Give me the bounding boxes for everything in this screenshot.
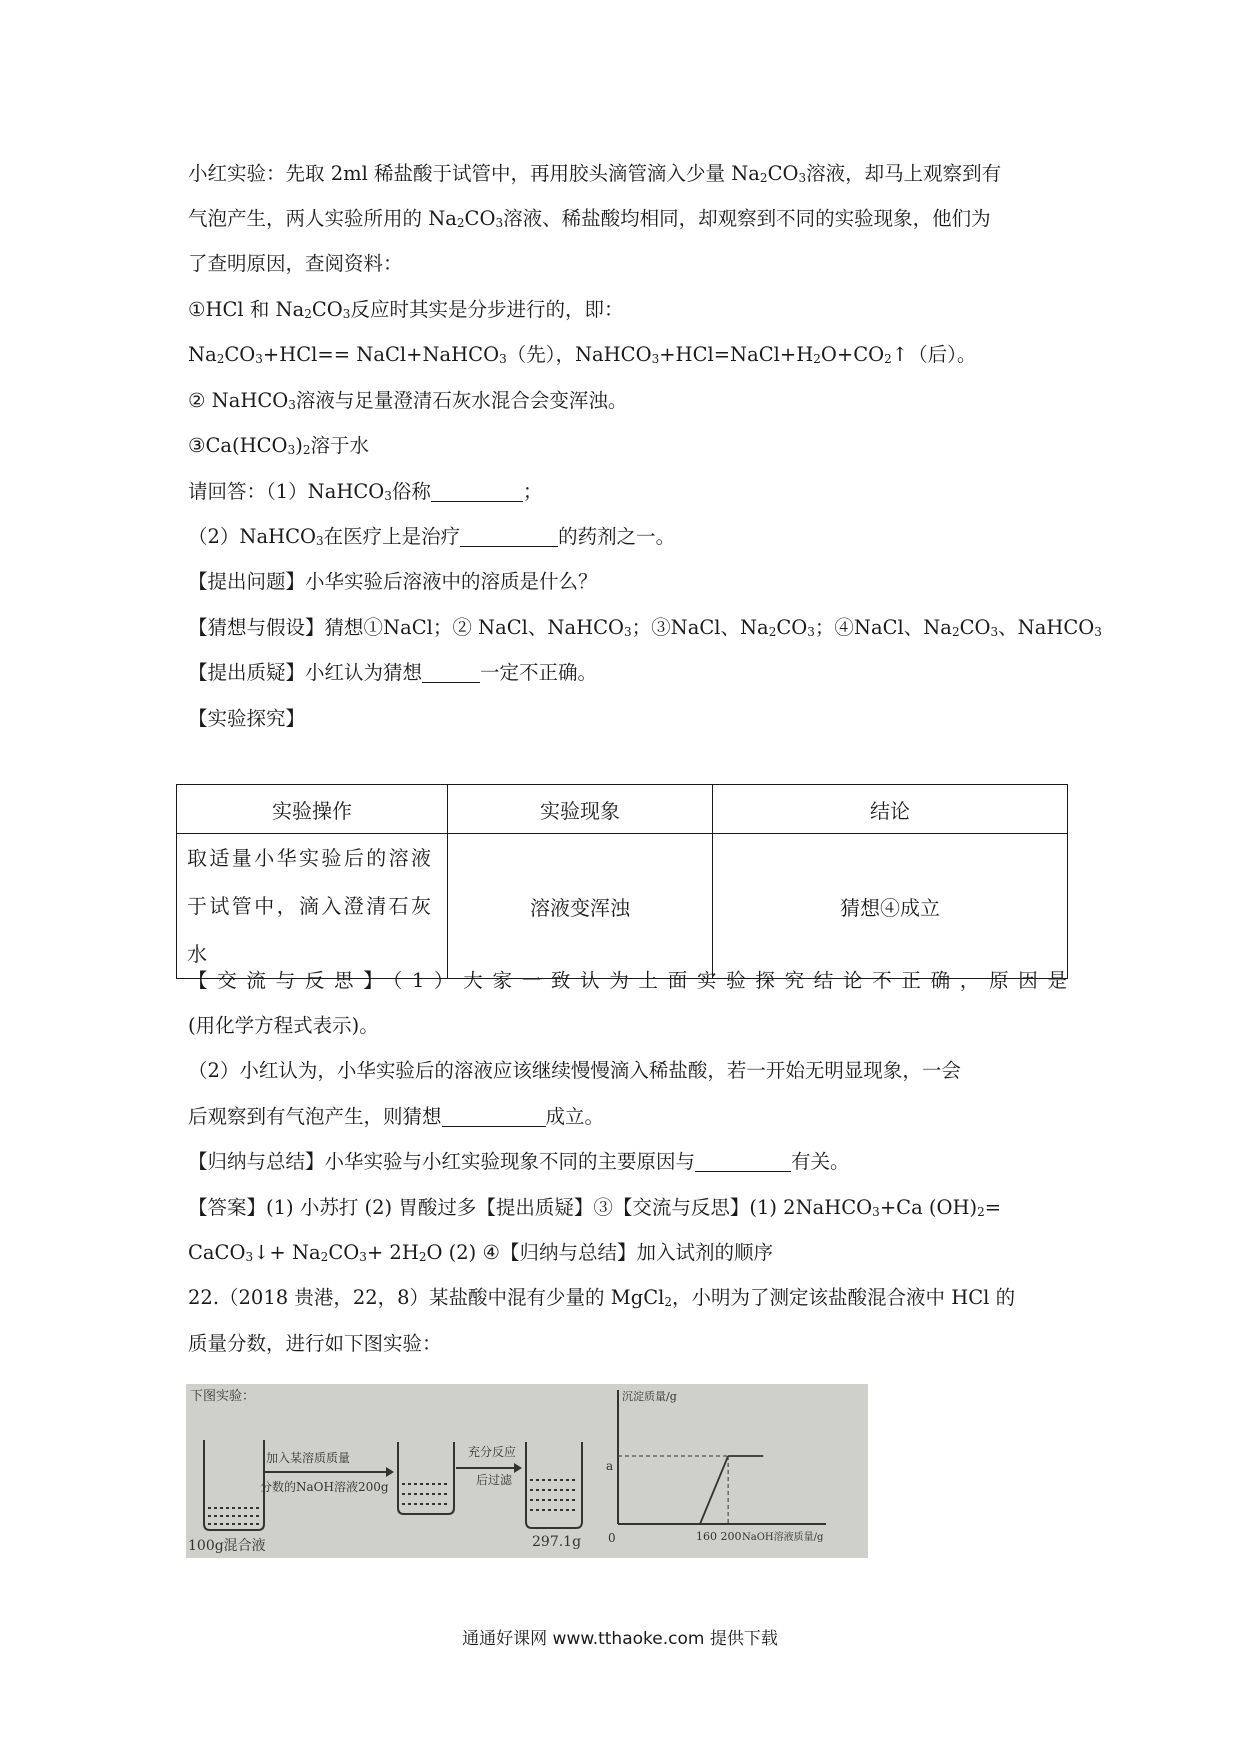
table-header-row (177, 785, 1068, 834)
answer-blank[interactable] (460, 524, 558, 547)
subscript: 3 (316, 533, 324, 548)
hypothesis-line: 【猜想与假设】猜想①NaCl；② NaCl、NaHCO$_3$；③NaCl、$Na_2CO_3$；④NaCl、$Na_2CO_3$、NaHCO$_3$ (188, 615, 1102, 639)
table-cell-conclusion: 猜想④成立 (713, 834, 1068, 979)
subscript: 3 (287, 442, 296, 457)
figure-caption: 下图实验： (190, 1389, 256, 1404)
paragraph-line: 质量分数，进行如下图实验： (188, 1331, 442, 1355)
paragraph-line: ①HCl 和 $Na_2CO_3$反应时其实是分步进行的，即： (188, 297, 624, 321)
table-row (177, 834, 1068, 979)
subscript: 3 (624, 624, 632, 639)
equation-line: $Na_2CO_3+HCl==$ NaCl+NaHCO$_3$（先），$NaHCO_3+HCl=NaCl+H_2O+CO_2↑$（后）。 (188, 342, 977, 366)
subscript: 2 (768, 624, 777, 639)
question-line: （2）NaHCO$_3$在医疗上是治疗 的药剂之一。 (188, 524, 676, 548)
graph-segment (700, 1456, 728, 1524)
subscript: 3 (359, 1249, 367, 1264)
subscript: 2 (759, 170, 768, 185)
x-axis-label: NaOH溶液质量/g (742, 1532, 824, 1543)
y-mark-label: a (606, 1459, 614, 1473)
subscript: 3 (342, 306, 351, 321)
answer-line: 【答案】(1) 小苏打 (2) 胃酸过多【提出质疑】③【交流与反思】(1) 2NaHCO$_3$+Ca $(OH)_2=$ (188, 1195, 1002, 1219)
subscript: 2 (418, 1249, 427, 1264)
answer-blank[interactable] (422, 660, 480, 683)
paragraph-line: (用化学方程式表示)。 (188, 1013, 379, 1037)
subscript: 2 (813, 351, 821, 366)
table-cell-operation: 取适量小华实验后的溶液于试管中，滴入澄清石灰水 (177, 834, 448, 979)
y-axis-label: 沉淀质量/g (622, 1390, 677, 1403)
subscript: 2 (304, 306, 312, 321)
subscript: 2 (456, 215, 465, 230)
arrow-2-top-label: 充分反应 (468, 1445, 517, 1459)
answer-line: CaCO$_3$↓+ $Na_2CO_3+ 2H_2O$ (2) ④【归纳与总结】加入试剂的顺序 (188, 1240, 773, 1264)
paragraph-line: 小红实验：先取 2ml 稀盐酸于试管中，再用胶头滴管滴入少量 $Na_2CO_3$溶液，却马上观察到有 (188, 161, 1002, 185)
summary-line: 【归纳与总结】小华实验与小红实验现象不同的主要原因与 有关。 (188, 1149, 850, 1173)
subscript: 2 (216, 351, 225, 366)
beaker-3 (526, 1442, 582, 1528)
answer-blank[interactable] (695, 1149, 791, 1172)
arrow-1-head (386, 1467, 394, 1477)
paragraph-line: $③Ca(HCO_3)_2$溶于水 (188, 433, 369, 457)
subscript: 2 (884, 351, 892, 366)
subscript: 3 (807, 624, 815, 639)
x-tick-labels: 160 200 (696, 1530, 742, 1543)
beaker-3-label: 297.1g (532, 1534, 582, 1550)
experiment-table (176, 784, 1068, 979)
subscript: 2 (977, 1204, 985, 1219)
paragraph-line: 了查明原因，查阅资料： (188, 251, 403, 275)
question-line: 请回答：（1）NaHCO$_3$俗称 ； (188, 479, 543, 503)
beaker-2 (398, 1442, 454, 1514)
answer-blank[interactable] (442, 1104, 546, 1127)
paragraph-line: （2）小红认为，小华实验后的溶液应该继续慢慢滴入稀盐酸，若一开始无明显现象，一会 (188, 1058, 961, 1082)
subscript: 3 (384, 488, 392, 503)
arrow-1-bottom-label: 分数的NaOH溶液200g (260, 1480, 389, 1494)
reflection-line: 【交流与反思】（1）大家一致认为上面实验探究结论不正确，原因是 (188, 968, 1068, 992)
subscript: 3 (499, 351, 507, 366)
subscript: 2 (664, 1294, 673, 1309)
paragraph-line: 后观察到有气泡产生，则猜想 成立。 (188, 1104, 605, 1128)
subscript: 3 (651, 351, 660, 366)
experiment-figure (186, 1384, 868, 1558)
table-header: 结论 (713, 785, 1068, 834)
beaker-1-label: 100g混合液 (188, 1538, 266, 1554)
subscript: 3 (872, 1204, 880, 1219)
paragraph-line: ② NaHCO$_3$溶液与足量澄清石灰水混合会变浑浊。 (188, 388, 628, 412)
table-header: 实验现象 (448, 785, 713, 834)
answer-blank[interactable] (431, 479, 523, 502)
origin-label: 0 (608, 1531, 616, 1545)
precipitate-graph (606, 1389, 826, 1545)
subscript: 3 (245, 1249, 254, 1264)
page-footer: 通通好课网 www.tthaoke.com 提供下载 (462, 1629, 778, 1649)
subscript: 3 (288, 397, 296, 412)
section-heading: 【提出问题】小华实验后溶液中的溶质是什么？ (188, 569, 598, 593)
question-22-line: 22.（2018 贵港，22，8）某盐酸中混有少量的 MgCl$_2$，小明为了测定该盐酸混合液中 HCl 的 (188, 1285, 1016, 1309)
subscript: 3 (255, 351, 263, 366)
subscript: 3 (1094, 624, 1102, 639)
subscript: 3 (495, 215, 504, 230)
arrow-1-top-label: 加入某溶质质量 (266, 1451, 351, 1465)
arrow-2-head (514, 1463, 522, 1473)
table-header: 实验操作 (177, 785, 448, 834)
section-heading: 【实验探究】 (188, 706, 306, 730)
subscript: 3 (990, 624, 999, 639)
beaker-1 (204, 1440, 264, 1530)
subscript: 2 (320, 1249, 329, 1264)
paragraph-line: 气泡产生，两人实验所用的 $Na_2CO_3$溶液、稀盐酸均相同，却观察到不同的实验现象，他们为 (188, 206, 991, 230)
table-cell-phenomenon: 溶液变浑浊 (448, 834, 713, 979)
subscript: 2 (951, 624, 960, 639)
subscript: 2 (302, 442, 311, 457)
arrow-2-bottom-label: 后过滤 (476, 1473, 513, 1487)
question-line: 【提出质疑】小红认为猜想 一定不正确。 (188, 660, 598, 684)
subscript: 3 (798, 170, 807, 185)
